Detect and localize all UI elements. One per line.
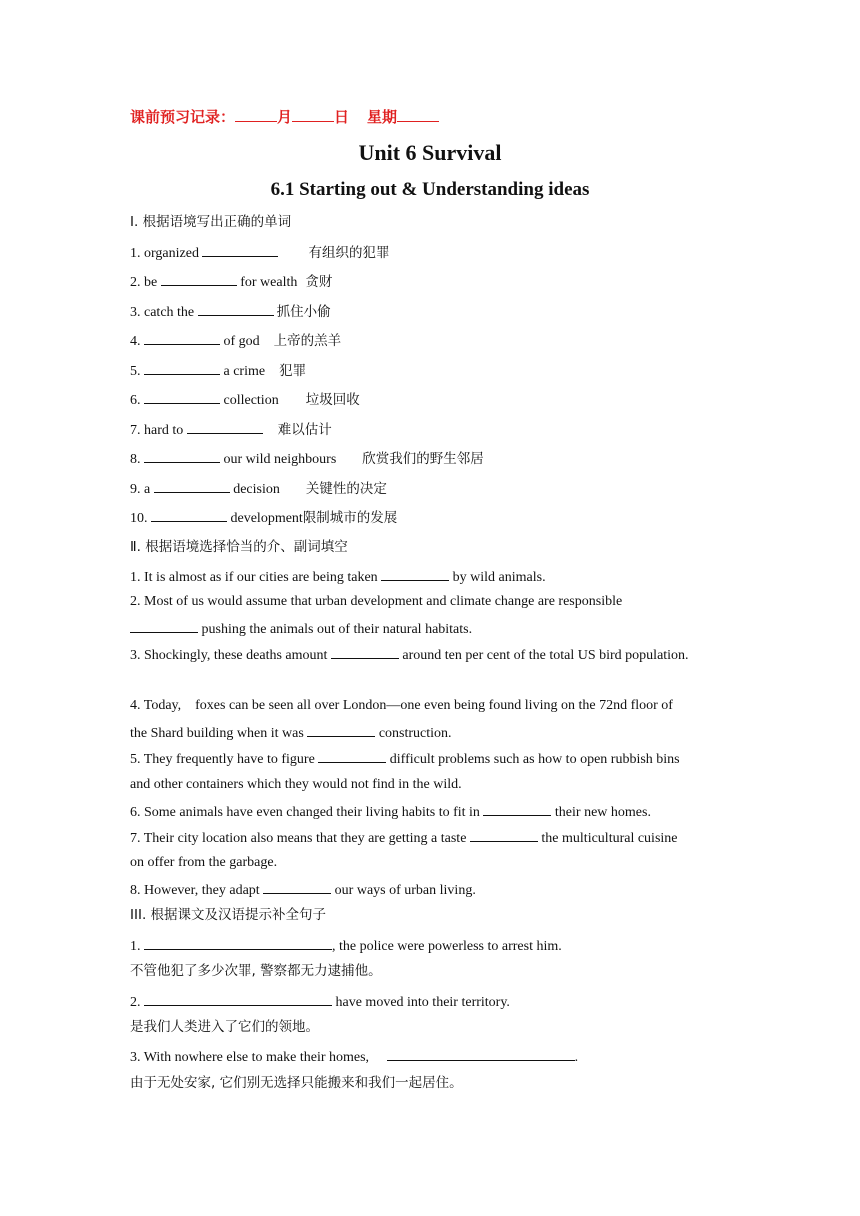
s3-item-1: 1. , the police were powerless to arrest him. [130, 936, 562, 956]
section-2-heading: Ⅱ. 根据语境选择恰当的介、副词填空 [130, 539, 348, 555]
section-1-heading: Ⅰ. 根据语境写出正确的单词 [130, 214, 292, 230]
s2-item-4: 4. Today, foxes can be seen all over London—one even being found living on the 72nd floor of [130, 698, 673, 713]
lesson-subtitle: 6.1 Starting out & Understanding ideas [270, 179, 590, 200]
answer-blank[interactable] [144, 390, 220, 404]
answer-blank[interactable] [144, 449, 220, 463]
unit-title: Unit 6 Survival [358, 140, 502, 165]
answer-blank[interactable] [381, 567, 449, 581]
answer-blank[interactable] [483, 802, 551, 816]
s2-item-2-cont: pushing the animals out of their natural habitats. [130, 619, 472, 639]
s3-item-1-zh: 不管他犯了多少次罪, 警察都无力逮捕他。 [130, 963, 382, 979]
section-3-heading: III. 根据课文及汉语提示补全句子 [130, 907, 327, 923]
weekday-label: 星期 [367, 108, 398, 126]
s3-item-2: 2. have moved into their territory. [130, 992, 510, 1012]
s2-item-3: 3. Shockingly, these deaths amount around ten per cent of the total US bird population. [130, 645, 689, 665]
s1-item-5: 5. a crime 犯罪 [130, 363, 307, 379]
s1-item-6: 6. collection 垃圾回收 [130, 392, 360, 408]
s1-item-9: 9. a decision 关键性的决定 [130, 481, 387, 497]
s2-item-1: 1. It is almost as if our cities are being taken by wild animals. [130, 567, 546, 587]
answer-blank[interactable] [198, 302, 274, 316]
weekday-blank[interactable] [397, 107, 439, 122]
s2-item-6: 6. Some animals have even changed their living habits to fit in their new homes. [130, 802, 651, 822]
month-blank[interactable] [235, 107, 277, 122]
day-blank[interactable] [292, 107, 334, 122]
s3-item-3-zh: 由于无处安家, 它们别无选择只能搬来和我们一起居住。 [130, 1075, 463, 1091]
s2-item-2: 2. Most of us would assume that urban development and climate change are responsible [130, 594, 623, 609]
s2-item-7: 7. Their city location also means that they are getting a taste the multicultural cuisine [130, 828, 678, 848]
s1-item-8: 8. our wild neighbours 欣赏我们的野生邻居 [130, 451, 484, 467]
preview-record-line [130, 107, 439, 127]
month-label: 月 [277, 108, 293, 126]
s2-item-5: 5. They frequently have to figure difficult problems such as how to open rubbish bins [130, 749, 680, 769]
s2-item-4-cont: the Shard building when it was construction. [130, 723, 452, 743]
answer-blank[interactable] [154, 479, 230, 493]
answer-blank[interactable] [331, 645, 399, 659]
s1-item-2: 2. be for wealth 贪财 [130, 274, 333, 290]
record-label: 课前预习记录： [130, 108, 236, 126]
s1-item-3: 3. catch the 抓住小偷 [130, 304, 331, 320]
answer-blank[interactable] [130, 619, 198, 633]
answer-blank[interactable] [470, 828, 538, 842]
answer-blank[interactable] [144, 992, 332, 1006]
answer-blank[interactable] [187, 420, 263, 434]
s1-item-10: 10. development限制城市的发展 [130, 510, 398, 526]
answer-blank[interactable] [161, 272, 237, 286]
s1-item-1: 1. organized 有组织的犯罪 [130, 245, 390, 261]
answer-blank[interactable] [318, 749, 386, 763]
s2-item-8: 8. However, they adapt our ways of urban living. [130, 880, 476, 900]
answer-blank[interactable] [144, 936, 332, 950]
day-label: 日 [334, 108, 350, 126]
s3-item-3: 3. With nowhere else to make their homes, . [130, 1047, 578, 1067]
answer-blank[interactable] [263, 880, 331, 894]
s3-item-2-zh: 是我们人类进入了它们的领地。 [130, 1019, 319, 1035]
answer-blank[interactable] [144, 361, 220, 375]
answer-blank[interactable] [307, 723, 375, 737]
s2-item-7-cont: on offer from the garbage. [130, 855, 278, 870]
answer-blank[interactable] [144, 331, 220, 345]
s1-item-7: 7. hard to 难以估计 [130, 422, 332, 438]
s1-item-4: 4. of god 上帝的羔羊 [130, 333, 342, 349]
s2-item-5-cont: and other containers which they would not find in the wild. [130, 777, 462, 792]
answer-blank[interactable] [202, 243, 278, 257]
answer-blank[interactable] [387, 1047, 575, 1061]
answer-blank[interactable] [151, 508, 227, 522]
